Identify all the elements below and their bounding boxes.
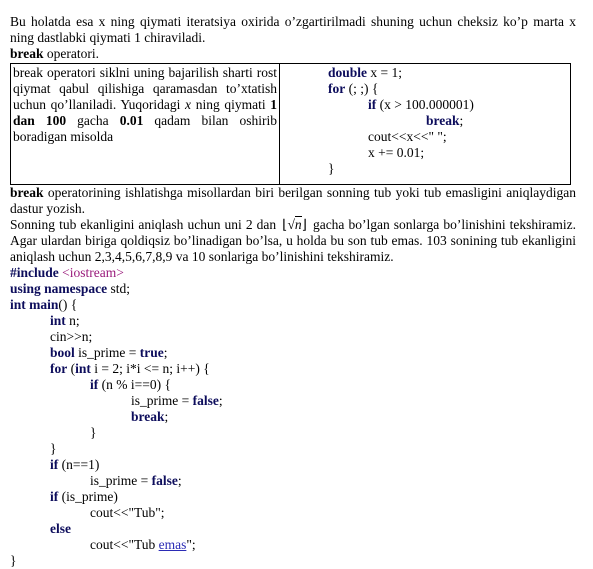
document-page bbox=[10, 14, 576, 569]
prime-explanation-paragraph bbox=[10, 217, 576, 265]
code-line: cout<<"Tub"; bbox=[90, 505, 165, 520]
code-line: x += 0.01; bbox=[368, 145, 425, 160]
formula-var: n bbox=[294, 217, 302, 232]
code-line: int n; bbox=[50, 313, 80, 328]
explanation-text-c: gacha bbox=[66, 113, 120, 128]
code-line: for (int i = 2; i*i <= n; i++) { bbox=[50, 361, 210, 376]
code-line: else bbox=[50, 521, 71, 536]
code-line: cin>>n; bbox=[50, 329, 93, 344]
prime-text-b: gacha bo’lgan sonlarga bo’linishini tekshiramiz. Agar ulardan biriga qoldiqsiz bo’linadigan bo’lsa, u holda bu son tub emas. 103 sonining tub ekanligini aniqlash uchun 2,3,4,5,6,7,8,9 va 10 sonlariga bo’linishini tekshiramiz. bbox=[10, 217, 576, 264]
code-line: cout<<x<<" "; bbox=[368, 129, 447, 144]
code-line: cout<<"Tub emas"; bbox=[90, 537, 196, 552]
code-line: if (n % i==0) { bbox=[90, 377, 171, 392]
code-line: bool is_prime = true; bbox=[50, 345, 168, 360]
code-line: } bbox=[328, 161, 335, 176]
code-line: int main() { bbox=[10, 297, 78, 312]
example-table bbox=[10, 63, 571, 185]
prime-text-a: Sonning tub ekanligini aniqlash uchun uni 2 dan bbox=[10, 217, 281, 232]
code-line: } bbox=[10, 553, 17, 568]
code-line: if (is_prime) bbox=[50, 489, 118, 504]
explanation-var: x bbox=[185, 97, 192, 112]
floor-sqrt-formula: ⌊√n⌋ bbox=[282, 217, 307, 232]
explanation-text-a: break operatori siklni uning bajarilish sharti rost qiymat qabul qilishiga qaramasdan to’xtatish uchun qo’llaniladi. Yuqoridagi bbox=[13, 65, 277, 112]
code-line: if (n==1) bbox=[50, 457, 100, 472]
code-line: } bbox=[50, 441, 57, 456]
code-line: if (x > 100.000001) bbox=[368, 97, 474, 112]
code-line: double x = 1; bbox=[328, 65, 403, 80]
explanation-cell bbox=[11, 64, 280, 185]
break-usage-paragraph bbox=[10, 185, 576, 217]
code-cell bbox=[280, 64, 571, 185]
code-line: break; bbox=[131, 409, 169, 424]
explanation-step: 0.01 bbox=[119, 113, 144, 128]
break-keyword: break bbox=[10, 185, 44, 200]
section-heading bbox=[10, 46, 576, 62]
code-line: is_prime = false; bbox=[90, 473, 182, 488]
break-usage-text: operatorining ishlatishga misollardan biri berilgan sonning tub yoki tub emasligini aniqlaydigan dastur yozish. bbox=[10, 185, 576, 216]
code-line: for (; ;) { bbox=[328, 81, 379, 96]
explanation-range: 1 dan 100 bbox=[13, 97, 277, 128]
intro-paragraph: Bu holatda esa x ning qiymati iteratsiya oxirida o’zgartirilmadi shuning uchun cheksiz ko’p marta x ning dastlabki qiymati 1 chiraviladi. bbox=[10, 14, 576, 45]
explanation-text-b: ning qiymati bbox=[191, 97, 271, 112]
code-line: } bbox=[90, 425, 97, 440]
code-line: break; bbox=[426, 113, 464, 128]
heading-text: operatori. bbox=[43, 46, 99, 61]
program-listing bbox=[10, 265, 576, 569]
code-line: using namespace std; bbox=[10, 281, 131, 296]
heading-keyword: break bbox=[10, 46, 44, 61]
code-line: #include <iostream> bbox=[10, 265, 124, 280]
explanation-text-d: qadam bilan oshirib boradigan misolda bbox=[13, 113, 277, 144]
code-line: is_prime = false; bbox=[131, 393, 223, 408]
